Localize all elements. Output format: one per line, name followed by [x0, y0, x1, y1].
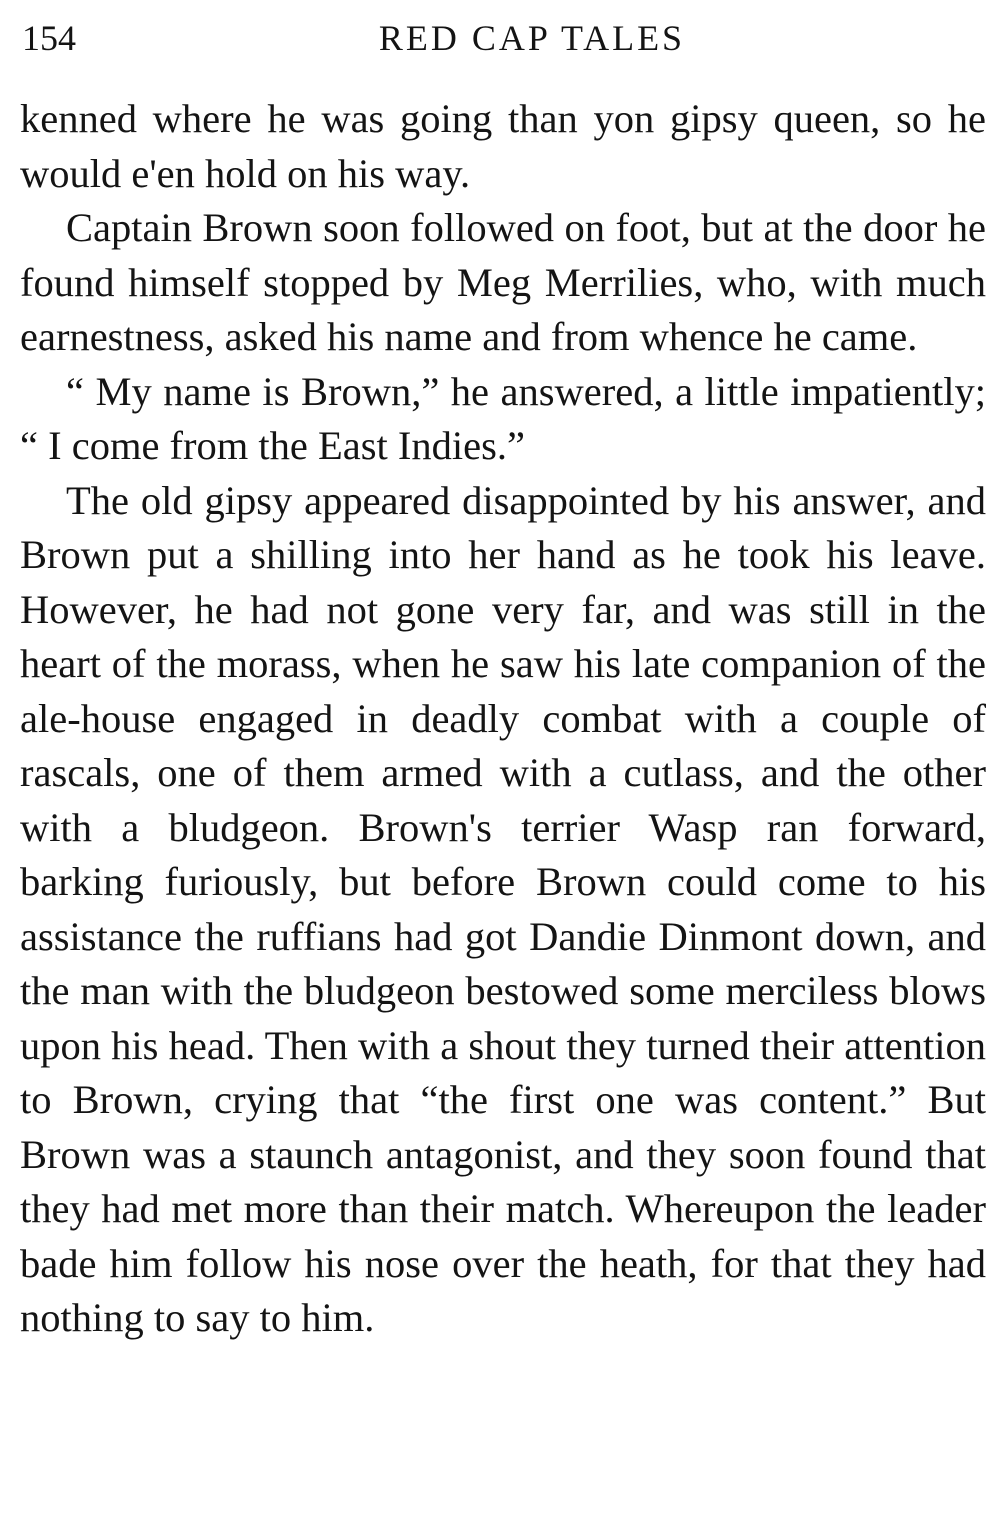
paragraph: The old gipsy appeared disappointed by his answer, and Brown put a shilling into her hand as he took his leave. However, he had not gone very far, and was still in the heart of the morass, when he saw his late companion of the ale-house engaged in deadly combat with a couple of rascals, one of them armed with a cutlass, and the other with a bludgeon. Brown's terrier Wasp ran forward, barking furiously, but before Brown could come to his assistance the ruffians had got Dandie Dinmont down, and the man with the bludgeon bestowed some merciless blows upon his head. Then with a shout they turned their attention to Brown, crying that “the first one was content.” But Brown was a staunch antagonist, and they soon found that they had met more than their match. Whereupon the leader bade him follow his nose over the heath, for that they had nothing to say to him.	[20, 477, 986, 1340]
running-head: RED CAP TALES	[378, 18, 686, 58]
page-header	[22, 10, 982, 60]
paragraph: “ My name is Brown,” he answered, a little impatiently; “ I come from the East Indies.”	[20, 368, 986, 468]
paragraph: kenned where he was going than yon gipsy queen, so he would e'en hold on his way.	[20, 96, 986, 196]
body-text	[20, 92, 986, 1346]
page-number: 154	[22, 18, 76, 58]
paragraph: Captain Brown soon followed on foot, but at the door he found himself stopped by Meg Merrilies, who, with much earnestness, asked his name and from whence he came.	[20, 205, 986, 359]
